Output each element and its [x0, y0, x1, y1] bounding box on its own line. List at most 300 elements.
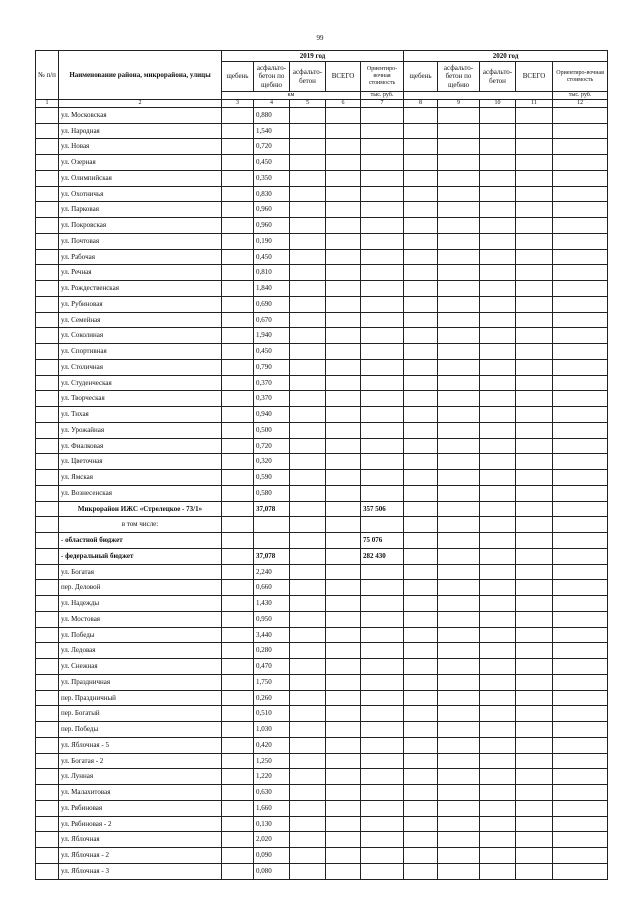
empty-cell	[516, 548, 553, 564]
empty-cell	[438, 659, 480, 675]
header-2020-unit-km	[404, 92, 553, 100]
street-name-cell: - областной бюджет	[59, 533, 222, 549]
estimated-cost-cell	[361, 249, 404, 265]
empty-cell	[290, 312, 326, 328]
table-row	[36, 863, 608, 879]
empty-cell	[553, 659, 608, 675]
column-number: 9	[438, 99, 480, 107]
table-row	[36, 722, 608, 738]
empty-cell	[222, 627, 254, 643]
table-row	[36, 533, 608, 549]
estimated-cost-cell	[361, 312, 404, 328]
empty-cell	[404, 375, 438, 391]
row-number-cell	[36, 722, 59, 738]
empty-cell	[290, 296, 326, 312]
row-number-cell	[36, 785, 59, 801]
empty-cell	[222, 139, 254, 155]
empty-cell	[553, 281, 608, 297]
empty-cell	[516, 769, 553, 785]
estimated-cost-cell	[361, 233, 404, 249]
empty-cell	[438, 359, 480, 375]
empty-cell	[553, 422, 608, 438]
street-name-cell: ул. Рубиновая	[59, 296, 222, 312]
empty-cell	[222, 470, 254, 486]
empty-cell	[222, 863, 254, 879]
empty-cell	[438, 517, 480, 533]
street-name-cell: ул. Ледовая	[59, 643, 222, 659]
empty-cell	[222, 170, 254, 186]
estimated-cost-cell	[361, 407, 404, 423]
column-number: 12	[553, 99, 608, 107]
column-number: 11	[516, 99, 553, 107]
row-number-cell	[36, 564, 59, 580]
empty-cell	[404, 848, 438, 864]
table-row	[36, 328, 608, 344]
empty-cell	[553, 470, 608, 486]
table-row	[36, 517, 608, 533]
row-number-cell	[36, 186, 59, 202]
empty-cell	[222, 533, 254, 549]
empty-cell	[480, 548, 516, 564]
row-number-cell	[36, 139, 59, 155]
row-number-cell	[36, 155, 59, 171]
row-number-cell	[36, 422, 59, 438]
empty-cell	[290, 800, 326, 816]
empty-cell	[438, 312, 480, 328]
empty-cell	[516, 170, 553, 186]
empty-cell	[404, 391, 438, 407]
empty-cell	[326, 627, 361, 643]
empty-cell	[480, 533, 516, 549]
table-row	[36, 375, 608, 391]
empty-cell	[553, 375, 608, 391]
empty-cell	[438, 218, 480, 234]
empty-cell	[404, 659, 438, 675]
empty-cell	[516, 643, 553, 659]
empty-cell	[438, 832, 480, 848]
estimated-cost-cell	[361, 564, 404, 580]
street-name-cell: ул. Олимпийская	[59, 170, 222, 186]
empty-cell	[290, 517, 326, 533]
row-number-cell	[36, 848, 59, 864]
row-number-cell	[36, 533, 59, 549]
table-row	[36, 706, 608, 722]
estimated-cost-cell	[361, 107, 404, 123]
empty-cell	[290, 848, 326, 864]
empty-cell	[290, 375, 326, 391]
empty-cell	[438, 170, 480, 186]
empty-cell	[222, 580, 254, 596]
table-row	[36, 848, 608, 864]
asphalt-on-gravel-km-cell: 0,950	[254, 611, 290, 627]
estimated-cost-cell	[361, 139, 404, 155]
row-number-cell	[36, 863, 59, 879]
empty-cell	[438, 769, 480, 785]
empty-cell	[326, 816, 361, 832]
empty-cell	[480, 737, 516, 753]
empty-cell	[516, 422, 553, 438]
asphalt-on-gravel-km-cell: 0,320	[254, 454, 290, 470]
empty-cell	[326, 548, 361, 564]
table-row	[36, 265, 608, 281]
empty-cell	[222, 769, 254, 785]
header-2019-asphalt: асфальто-бетон	[290, 62, 326, 92]
row-number-cell	[36, 769, 59, 785]
asphalt-on-gravel-km-cell: 1,540	[254, 123, 290, 139]
empty-cell	[438, 643, 480, 659]
empty-cell	[222, 218, 254, 234]
empty-cell	[404, 344, 438, 360]
empty-cell	[326, 690, 361, 706]
empty-cell	[290, 548, 326, 564]
table-row	[36, 454, 608, 470]
estimated-cost-cell	[361, 328, 404, 344]
estimated-cost-cell	[361, 816, 404, 832]
empty-cell	[404, 533, 438, 549]
empty-cell	[480, 375, 516, 391]
empty-cell	[326, 249, 361, 265]
table-row	[36, 249, 608, 265]
empty-cell	[480, 422, 516, 438]
empty-cell	[553, 690, 608, 706]
empty-cell	[326, 596, 361, 612]
empty-cell	[480, 407, 516, 423]
empty-cell	[480, 564, 516, 580]
estimated-cost-cell	[361, 344, 404, 360]
empty-cell	[290, 359, 326, 375]
empty-cell	[516, 186, 553, 202]
row-number-cell	[36, 107, 59, 123]
estimated-cost-cell	[361, 690, 404, 706]
empty-cell	[553, 643, 608, 659]
street-name-cell: ул. Рябиновая - 2	[59, 816, 222, 832]
empty-cell	[516, 123, 553, 139]
estimated-cost-cell	[361, 170, 404, 186]
empty-cell	[553, 627, 608, 643]
row-number-cell	[36, 296, 59, 312]
empty-cell	[438, 627, 480, 643]
empty-cell	[404, 265, 438, 281]
empty-cell	[480, 470, 516, 486]
asphalt-on-gravel-km-cell: 0,450	[254, 344, 290, 360]
asphalt-on-gravel-km-cell	[254, 533, 290, 549]
street-name-cell: ул. Семейная	[59, 312, 222, 328]
street-name-cell: ул. Озерная	[59, 155, 222, 171]
row-number-cell	[36, 391, 59, 407]
empty-cell	[404, 139, 438, 155]
empty-cell	[438, 848, 480, 864]
asphalt-on-gravel-km-cell: 3,440	[254, 627, 290, 643]
estimated-cost-cell	[361, 596, 404, 612]
empty-cell	[326, 454, 361, 470]
empty-cell	[480, 800, 516, 816]
street-name-cell: ул. Речная	[59, 265, 222, 281]
empty-cell	[404, 170, 438, 186]
empty-cell	[553, 533, 608, 549]
empty-cell	[404, 548, 438, 564]
asphalt-on-gravel-km-cell: 0,350	[254, 170, 290, 186]
empty-cell	[326, 202, 361, 218]
empty-cell	[222, 155, 254, 171]
estimated-cost-cell	[361, 123, 404, 139]
empty-cell	[480, 627, 516, 643]
street-name-cell: ул. Яблочная - 5	[59, 737, 222, 753]
estimated-cost-cell	[361, 580, 404, 596]
empty-cell	[553, 722, 608, 738]
empty-cell	[438, 485, 480, 501]
row-number-cell	[36, 265, 59, 281]
empty-cell	[516, 202, 553, 218]
empty-cell	[404, 107, 438, 123]
empty-cell	[480, 170, 516, 186]
empty-cell	[553, 155, 608, 171]
asphalt-on-gravel-km-cell: 0,590	[254, 470, 290, 486]
empty-cell	[222, 281, 254, 297]
empty-cell	[222, 422, 254, 438]
column-number: 6	[326, 99, 361, 107]
column-number: 4	[254, 99, 290, 107]
empty-cell	[222, 123, 254, 139]
header-year-2020: 2020 год	[404, 51, 608, 62]
estimated-cost-cell	[361, 281, 404, 297]
empty-cell	[222, 359, 254, 375]
empty-cell	[553, 548, 608, 564]
empty-cell	[326, 785, 361, 801]
estimated-cost-cell	[361, 186, 404, 202]
empty-cell	[516, 737, 553, 753]
empty-cell	[438, 737, 480, 753]
empty-cell	[438, 186, 480, 202]
empty-cell	[480, 753, 516, 769]
empty-cell	[516, 785, 553, 801]
empty-cell	[438, 470, 480, 486]
empty-cell	[222, 596, 254, 612]
empty-cell	[480, 848, 516, 864]
empty-cell	[438, 596, 480, 612]
table-row	[36, 643, 608, 659]
asphalt-on-gravel-km-cell: 0,630	[254, 785, 290, 801]
table-row	[36, 785, 608, 801]
empty-cell	[222, 753, 254, 769]
empty-cell	[553, 596, 608, 612]
empty-cell	[326, 123, 361, 139]
empty-cell	[326, 800, 361, 816]
empty-cell	[290, 753, 326, 769]
empty-cell	[553, 186, 608, 202]
street-name-cell: ул. Мостовая	[59, 611, 222, 627]
street-name-cell: ул. Богатая	[59, 564, 222, 580]
empty-cell	[326, 848, 361, 864]
empty-cell	[516, 501, 553, 517]
estimated-cost-cell	[361, 832, 404, 848]
empty-cell	[222, 312, 254, 328]
empty-cell	[438, 438, 480, 454]
table-row	[36, 832, 608, 848]
empty-cell	[290, 643, 326, 659]
street-name-cell: ул. Студенческая	[59, 375, 222, 391]
empty-cell	[290, 501, 326, 517]
asphalt-on-gravel-km-cell: 1,750	[254, 674, 290, 690]
empty-cell	[222, 848, 254, 864]
empty-cell	[553, 202, 608, 218]
street-name-cell: ул. Яблочная	[59, 832, 222, 848]
empty-cell	[326, 737, 361, 753]
column-number: 8	[404, 99, 438, 107]
estimated-cost-cell	[361, 517, 404, 533]
empty-cell	[516, 596, 553, 612]
empty-cell	[553, 359, 608, 375]
empty-cell	[290, 816, 326, 832]
empty-cell	[404, 611, 438, 627]
empty-cell	[404, 422, 438, 438]
empty-cell	[222, 800, 254, 816]
street-name-cell: ул. Урожайная	[59, 422, 222, 438]
asphalt-on-gravel-km-cell: 1,250	[254, 753, 290, 769]
street-name-cell: ул. Цветочная	[59, 454, 222, 470]
empty-cell	[553, 218, 608, 234]
empty-cell	[404, 233, 438, 249]
empty-cell	[480, 674, 516, 690]
empty-cell	[404, 407, 438, 423]
estimated-cost-cell	[361, 737, 404, 753]
empty-cell	[438, 501, 480, 517]
asphalt-on-gravel-km-cell: 1,030	[254, 722, 290, 738]
empty-cell	[222, 107, 254, 123]
empty-cell	[404, 186, 438, 202]
page-number: 99	[316, 34, 324, 42]
row-number-cell	[36, 218, 59, 234]
empty-cell	[326, 580, 361, 596]
empty-cell	[326, 359, 361, 375]
row-number-cell	[36, 202, 59, 218]
estimated-cost-cell	[361, 422, 404, 438]
table-row	[36, 359, 608, 375]
empty-cell	[290, 281, 326, 297]
asphalt-on-gravel-km-cell: 0,810	[254, 265, 290, 281]
table-row	[36, 312, 608, 328]
street-name-cell: ул. Тихая	[59, 407, 222, 423]
empty-cell	[290, 611, 326, 627]
table-row	[36, 107, 608, 123]
empty-cell	[326, 706, 361, 722]
asphalt-on-gravel-km-cell: 0,670	[254, 312, 290, 328]
row-number-cell	[36, 470, 59, 486]
asphalt-on-gravel-km-cell: 1,660	[254, 800, 290, 816]
empty-cell	[404, 517, 438, 533]
empty-cell	[326, 832, 361, 848]
asphalt-on-gravel-km-cell: 0,090	[254, 848, 290, 864]
empty-cell	[480, 281, 516, 297]
empty-cell	[480, 501, 516, 517]
table-row	[36, 233, 608, 249]
empty-cell	[290, 706, 326, 722]
estimated-cost-cell	[361, 611, 404, 627]
empty-cell	[222, 674, 254, 690]
empty-cell	[222, 375, 254, 391]
street-name-cell: пер. Деловой	[59, 580, 222, 596]
empty-cell	[516, 674, 553, 690]
empty-cell	[516, 580, 553, 596]
empty-cell	[516, 832, 553, 848]
row-number-cell	[36, 438, 59, 454]
empty-cell	[326, 344, 361, 360]
empty-cell	[553, 485, 608, 501]
empty-cell	[516, 627, 553, 643]
asphalt-on-gravel-km-cell: 0,190	[254, 233, 290, 249]
empty-cell	[516, 706, 553, 722]
table-row	[36, 296, 608, 312]
empty-cell	[480, 517, 516, 533]
empty-cell	[404, 800, 438, 816]
table-row	[36, 344, 608, 360]
empty-cell	[290, 391, 326, 407]
empty-cell	[222, 202, 254, 218]
empty-cell	[438, 454, 480, 470]
asphalt-on-gravel-km-cell: 2,240	[254, 564, 290, 580]
empty-cell	[404, 863, 438, 879]
asphalt-on-gravel-km-cell: 0,580	[254, 485, 290, 501]
street-name-cell: ул. Фиалковая	[59, 438, 222, 454]
empty-cell	[516, 155, 553, 171]
estimated-cost-cell	[361, 202, 404, 218]
asphalt-on-gravel-km-cell: 0,420	[254, 737, 290, 753]
column-number: 3	[222, 99, 254, 107]
empty-cell	[326, 312, 361, 328]
table-row	[36, 564, 608, 580]
empty-cell	[438, 548, 480, 564]
empty-cell	[290, 659, 326, 675]
empty-cell	[290, 564, 326, 580]
empty-cell	[404, 155, 438, 171]
empty-cell	[290, 627, 326, 643]
empty-cell	[516, 328, 553, 344]
table-row	[36, 737, 608, 753]
empty-cell	[553, 407, 608, 423]
empty-cell	[438, 155, 480, 171]
estimated-cost-cell	[361, 659, 404, 675]
empty-cell	[326, 265, 361, 281]
empty-cell	[404, 832, 438, 848]
empty-cell	[326, 564, 361, 580]
asphalt-on-gravel-km-cell	[254, 517, 290, 533]
empty-cell	[404, 312, 438, 328]
empty-cell	[222, 485, 254, 501]
empty-cell	[438, 391, 480, 407]
header-2019-gravel: щебень	[222, 62, 254, 92]
row-number-cell	[36, 832, 59, 848]
empty-cell	[222, 249, 254, 265]
empty-cell	[404, 580, 438, 596]
row-number-cell	[36, 548, 59, 564]
empty-cell	[480, 359, 516, 375]
street-name-cell: ул. Надежды	[59, 596, 222, 612]
empty-cell	[404, 769, 438, 785]
empty-cell	[553, 249, 608, 265]
empty-cell	[553, 107, 608, 123]
empty-cell	[480, 722, 516, 738]
table-row	[36, 611, 608, 627]
empty-cell	[222, 564, 254, 580]
row-number-cell	[36, 674, 59, 690]
empty-cell	[438, 753, 480, 769]
empty-cell	[438, 344, 480, 360]
empty-cell	[553, 344, 608, 360]
empty-cell	[222, 816, 254, 832]
empty-cell	[404, 202, 438, 218]
empty-cell	[516, 233, 553, 249]
empty-cell	[326, 501, 361, 517]
street-name-cell: ул. Лунная	[59, 769, 222, 785]
